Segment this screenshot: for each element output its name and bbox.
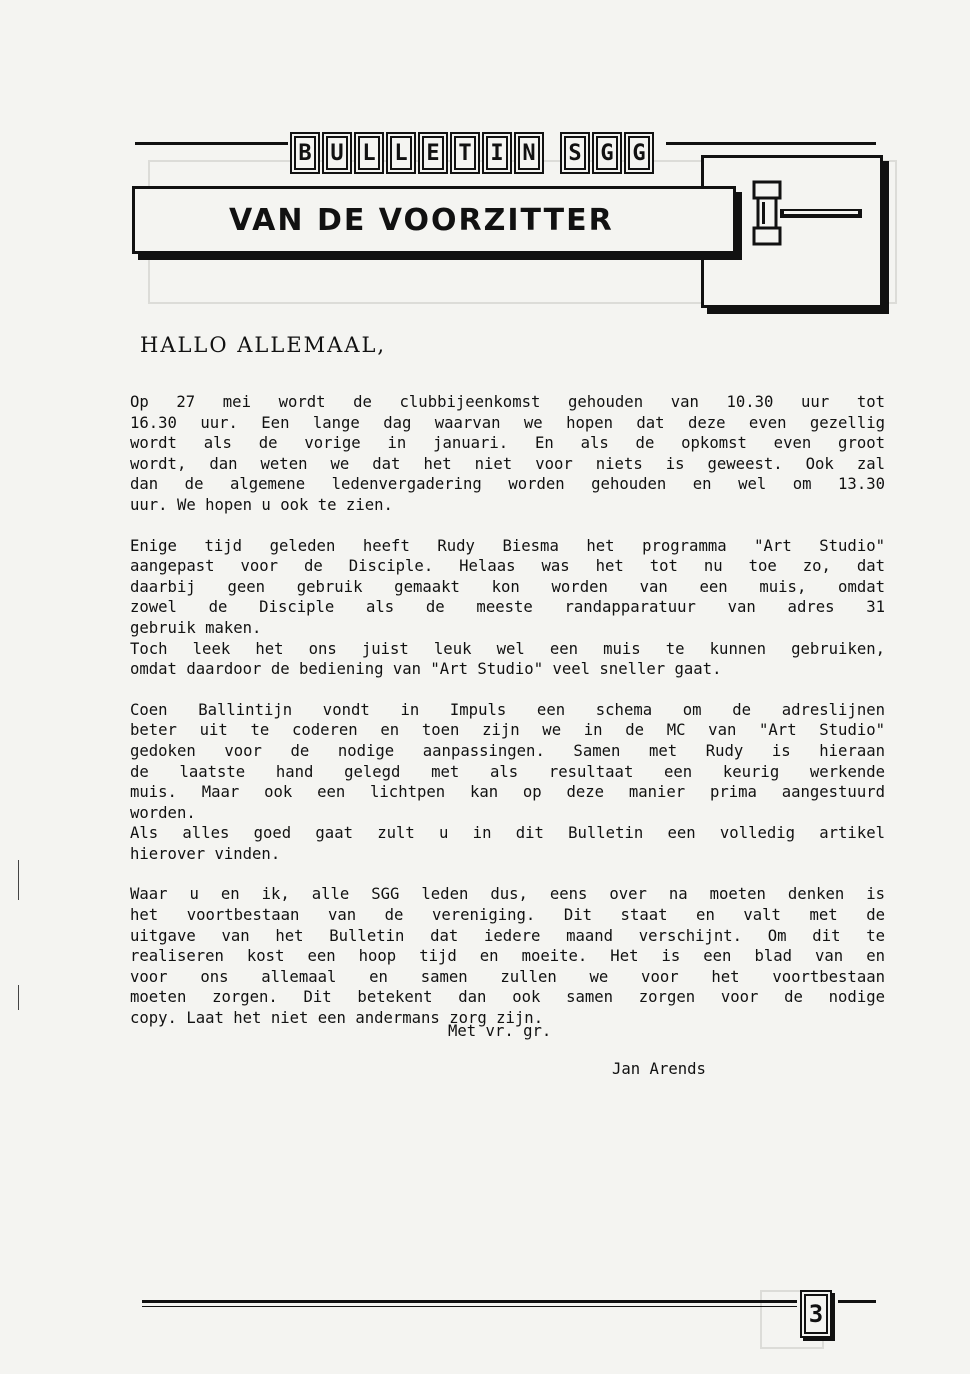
- text-line: zowel de Disciple als de meeste randapparatuur van adres 31: [130, 598, 885, 617]
- title-letter: U: [322, 132, 352, 174]
- footer-rule-thin: [142, 1306, 797, 1307]
- page-number: 3: [800, 1290, 832, 1338]
- footer-rule: [142, 1300, 797, 1303]
- text-line: uitgave van het Bulletin dat iedere maand verschijnt. Om dit te: [130, 926, 885, 945]
- title-letter: L: [354, 132, 384, 174]
- greeting: HALLO ALLEMAAL,: [140, 333, 387, 357]
- text-line: Coen Ballintijn vondt in Impuls een schema om de adreslijnen: [130, 700, 885, 719]
- title-letter: T: [450, 132, 480, 174]
- title-letter: B: [290, 132, 320, 174]
- text-line: beter uit te coderen en toen zijn we in de MC van "Art Studio": [130, 721, 885, 740]
- text-line: hierover vinden.: [130, 844, 281, 863]
- title-letter: G: [592, 132, 622, 174]
- text-line: Waar u en ik, alle SGG leden dus, eens over na moeten denken is: [130, 885, 885, 904]
- title-letter: G: [624, 132, 654, 174]
- text-line: het voortbestaan van de vereniging. Dit staat en valt met de: [130, 906, 885, 925]
- text-line: uur. We hopen u ook te zien.: [130, 495, 393, 514]
- header-rule-left: [135, 142, 288, 145]
- signoff-name: Jan Arends: [612, 1060, 706, 1078]
- text-line: 16.30 uur. Een lange dag waarvan we hopen dat deze even gezellig: [130, 413, 885, 432]
- header-rule-right: [666, 142, 876, 145]
- paragraph-meeting: [130, 392, 885, 516]
- text-line: Op 27 mei wordt de clubbijeenkomst gehouden van 10.30 uur tot: [130, 393, 885, 411]
- margin-mark: [18, 860, 19, 900]
- text-line: dan de algemene ledenvergadering worden gehouden en wel om 13.30: [130, 475, 885, 494]
- paragraph-art-studio: [130, 536, 885, 680]
- text-line: Als alles goed gaat zult u in dit Bulletin een volledig artikel: [130, 824, 885, 843]
- text-line: wordt, dan weten we dat het niet voor niets is geweest. Ook zal: [130, 454, 885, 473]
- text-line: wordt als de vorige in januari. En als de opkomst even groot: [130, 434, 885, 453]
- text-line: de laatste hand gelegd met als resultaat een keurig werkende: [130, 762, 885, 781]
- footer-rule-right: [838, 1300, 876, 1303]
- text-line: daarbij geen gebruik gemaakt kon worden van een muis, omdat: [130, 577, 885, 596]
- text-line: worden.: [130, 803, 196, 822]
- section-title-box: [132, 186, 736, 254]
- text-line: Enige tijd geleden heeft Rudy Biesma het programma "Art Studio": [130, 536, 885, 555]
- signoff-closing: Met vr. gr.: [448, 1022, 552, 1040]
- text-line: muis. Maar ook een lichtpen kan op deze manier prima aangestuurd: [130, 783, 885, 802]
- title-letter: E: [418, 132, 448, 174]
- title-letter: I: [482, 132, 512, 174]
- text-line: moeten zorgen. Dit betekent dan ook samen zorgen voor de nodige: [130, 988, 885, 1007]
- article-body: [130, 392, 885, 1029]
- gavel-icon: [748, 176, 868, 270]
- text-line: aangepast voor de Disciple. Helaas was het tot nu toe zo, dat: [130, 557, 885, 576]
- bulletin-title: [290, 132, 656, 174]
- text-line: voor ons allemaal en samen zullen we voor het voortbestaan: [130, 967, 885, 986]
- text-line: Toch leek het ons juist leuk wel een muis te kunnen gebruiken,: [130, 639, 885, 658]
- title-letter: L: [386, 132, 416, 174]
- text-line: realiseren kost een hoop tijd en moeite. Het is een blad van en: [130, 947, 885, 966]
- paragraph-mouse: [130, 700, 885, 865]
- text-line: omdat daardoor de bediening van "Art Studio" veel sneller gaat.: [130, 660, 722, 679]
- title-letter: N: [514, 132, 544, 174]
- text-line: gebruik maken.: [130, 618, 262, 637]
- title-letter: S: [560, 132, 590, 174]
- margin-mark: [18, 985, 19, 1010]
- text-line: gedoken voor de nodige aanpassingen. Samen met Rudy is hieraan: [130, 741, 885, 760]
- text-line: copy. Laat het niet een andermans zorg zijn.: [130, 1009, 544, 1028]
- paragraph-future: [130, 884, 885, 1028]
- section-title: VAN DE VOORZITTER: [229, 202, 614, 238]
